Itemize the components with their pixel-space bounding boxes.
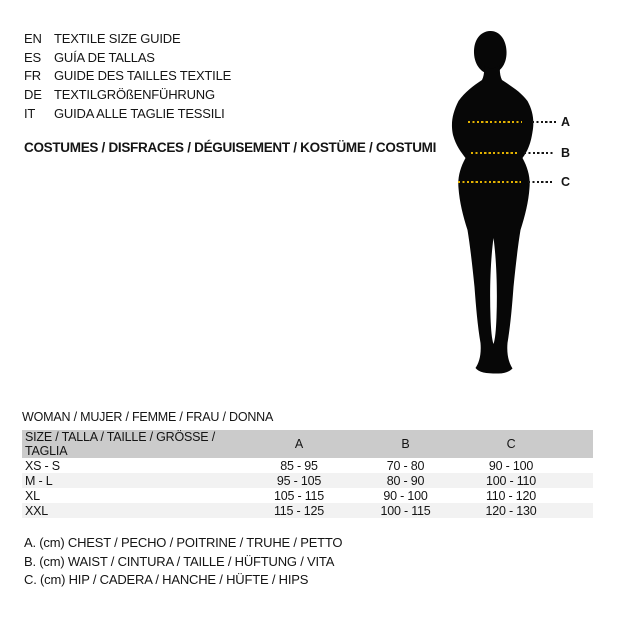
language-code: DE bbox=[24, 87, 42, 103]
silhouette-body bbox=[452, 65, 533, 374]
language-row bbox=[24, 49, 231, 68]
language-code: FR bbox=[24, 68, 41, 84]
column-header-b: B bbox=[352, 430, 459, 458]
measure-label-b: B bbox=[561, 146, 571, 160]
language-label: GUIDE DES TAILLES TEXTILE bbox=[54, 68, 232, 84]
table-row bbox=[22, 503, 593, 518]
size-cell: M - L bbox=[25, 473, 53, 488]
silhouette-head bbox=[474, 31, 507, 74]
language-code: IT bbox=[24, 105, 36, 121]
language-label: GUIDA ALLE TAGLIE TESSILI bbox=[54, 105, 225, 121]
hip-range-cell: 100 - 110 bbox=[485, 473, 537, 488]
column-header-c: C bbox=[459, 430, 593, 458]
legend-line-hip: C. (cm) HIP / CADERA / HANCHE / HÜFTE / HIPS bbox=[24, 572, 309, 588]
column-header-a: A bbox=[246, 430, 352, 458]
waist-dotted-leader-line bbox=[524, 152, 553, 154]
language-label: GUÍA DE TALLAS bbox=[54, 49, 155, 65]
size-cell: XS - S bbox=[25, 458, 60, 473]
hip-range-cell: 110 - 120 bbox=[485, 488, 537, 503]
waist-range-cell: 80 - 90 bbox=[386, 473, 425, 488]
language-row bbox=[24, 86, 231, 105]
woman-silhouette-figure bbox=[420, 25, 580, 385]
language-row bbox=[24, 105, 231, 124]
hip-range-cell: 90 - 100 bbox=[488, 458, 534, 473]
language-code: ES bbox=[24, 49, 41, 65]
size-table-container bbox=[22, 430, 593, 518]
chest-range-cell: 105 - 115 bbox=[273, 488, 325, 503]
chest-dotted-line-on-body bbox=[468, 121, 522, 123]
waist-range-cell: 100 - 115 bbox=[380, 503, 431, 518]
language-row bbox=[24, 30, 231, 49]
measure-label-a: A bbox=[561, 115, 571, 129]
chest-range-cell: 85 - 95 bbox=[280, 458, 318, 473]
language-list bbox=[24, 30, 231, 124]
size-table bbox=[22, 430, 593, 518]
size-section-title: WOMAN / MUJER / FEMME / FRAU / DONNA bbox=[22, 410, 274, 424]
chest-dotted-leader-line bbox=[532, 121, 556, 123]
hip-dotted-line-on-body bbox=[458, 181, 521, 183]
language-label: TEXTILGRÖßENFÜHRUNG bbox=[54, 87, 215, 103]
table-row bbox=[22, 458, 593, 473]
size-cell: XXL bbox=[25, 503, 49, 518]
language-code: EN bbox=[24, 31, 42, 46]
chest-range-cell: 115 - 125 bbox=[273, 503, 325, 518]
chest-range-cell: 95 - 105 bbox=[276, 473, 322, 488]
hip-dotted-leader-line bbox=[528, 181, 553, 183]
waist-dotted-line-on-body bbox=[471, 152, 517, 154]
legend-line-chest: A. (cm) CHEST / PECHO / POITRINE / TRUHE / PETTO bbox=[24, 535, 343, 550]
size-cell: XL bbox=[25, 488, 40, 503]
category-title: COSTUMES / DISFRACES / DÉGUISEMENT / KOSTÜME / COSTUMI bbox=[24, 140, 437, 155]
measure-label-c: C bbox=[561, 175, 571, 189]
language-label: TEXTILE SIZE GUIDE bbox=[54, 31, 181, 46]
table-row bbox=[22, 473, 593, 488]
table-row bbox=[22, 488, 593, 503]
hip-range-cell: 120 - 130 bbox=[485, 503, 537, 518]
column-header-size: SIZE / TALLA / TAILLE / GRÖSSE / TAGLIA bbox=[22, 430, 246, 458]
waist-range-cell: 70 - 80 bbox=[386, 458, 425, 473]
table-header-row bbox=[22, 430, 593, 458]
legend-line-waist: B. (cm) WAIST / CINTURA / TAILLE / HÜFTUNG / VITA bbox=[24, 553, 335, 569]
measurement-legend bbox=[24, 534, 342, 590]
waist-range-cell: 90 - 100 bbox=[383, 488, 428, 503]
language-row bbox=[24, 67, 231, 86]
